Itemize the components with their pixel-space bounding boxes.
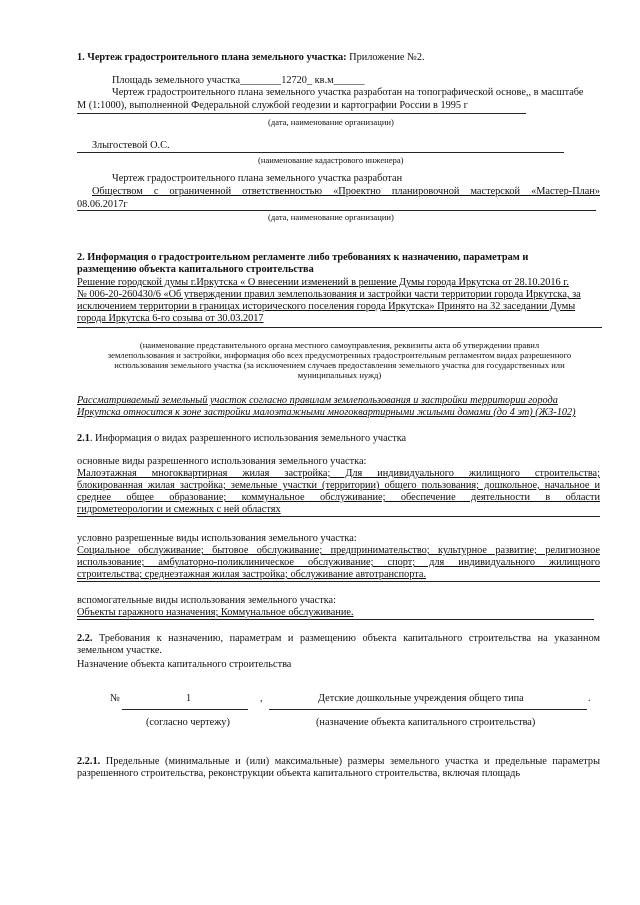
engineer-underline (77, 152, 564, 153)
decision-underline (77, 327, 602, 328)
conditional-uses-title: условно разрешенные виды использования земельного участка: (77, 533, 357, 544)
section-2-1-number: 2.1 (77, 433, 90, 444)
auxiliary-uses-underline (77, 619, 594, 620)
main-uses-underline (77, 516, 600, 517)
caption-drawing: (согласно чертежу) (146, 717, 230, 728)
main-uses-title: основные виды разрешенного использования земельного участка: (77, 456, 367, 467)
decision-line: Решение городской думы г.Иркутска « О внесении изменений в решение Думы города Иркутска от 28.10.2016 г. (77, 277, 569, 288)
section-2-heading-line-2: размещению объекта капитального строительства (77, 264, 314, 275)
main-use-line: блокированная жилая застройка; земельные участки (территории) общего пользования; дошкольное, начальное и (77, 480, 600, 491)
zone-line: Рассматриваемый земельный участок согласно правилам землепользования и застройки территории города (77, 395, 558, 406)
developer-underline (77, 210, 596, 211)
comma: , (260, 693, 263, 704)
section-2-2-1-line-2: разрешенного строительства, реконструкции объекта капитального строительства, включая площадь (77, 768, 521, 779)
developed-line: Чертеж градостроительного плана земельного участка разработан (112, 173, 403, 184)
section-2-2-heading (77, 633, 600, 645)
section-2-1-text: . Информация о видах разрешенного использования земельного участка (89, 433, 407, 444)
developer-caption: (дата, наименование организации) (268, 212, 394, 222)
section-1-heading (77, 52, 425, 64)
auxiliary-use-line: Объекты гаражного назначения; Коммунальное обслуживание. (77, 607, 354, 618)
plot-area: Площадь земельного участка________12720_ кв.м______ (112, 75, 365, 86)
developer-org: Обществом с ограниченной ответственностью «Проектно планировочной мастерской «Мастер-План» (92, 186, 600, 197)
section-1-heading-rest: Приложение №2. (346, 52, 425, 63)
engineer-name: Злыгостевой О.С. (92, 140, 170, 151)
object-number-underline (122, 709, 248, 710)
purpose-title: Назначение объекта капитального строительства (77, 659, 292, 670)
caption-line: (наименование представительного органа местного самоуправления, реквизиты акта об утверждении правил (139, 340, 540, 350)
decision-line: исключением территории в границах исторического поселения города Иркутска» Принято на 32 заседании Думы (77, 301, 576, 312)
topo-line-1: Чертеж градостроительного плана земельного участка разработан на топографической основе,, в масштабе (112, 87, 584, 98)
main-use-line: гидрометеорологии и смежных с ней областях (77, 504, 281, 515)
topo-caption: (дата, наименование организации) (268, 117, 394, 127)
conditional-uses-underline (77, 581, 600, 582)
object-number: 1 (186, 693, 192, 704)
topo-line-2: М (1:1000), выполненной Федеральной службой геодезии и картографии России в 1995 г (77, 100, 468, 111)
section-2-2-text: Требования к назначению, параметрам и размещению объекта капитального строительства на указанном (92, 633, 600, 644)
conditional-use-line: строительства; среднеэтажная жилая застройка; обслуживание автотранспорта. (77, 569, 427, 580)
conditional-use-line: Социальное обслуживание; бытовое обслуживание; предпринимательство; культурное развитие; религиозное (77, 545, 600, 556)
conditional-use-line: использование; амбулаторно-поликлиническое обслуживание; спорт; для индивидуального жилищного (77, 557, 600, 568)
section-2-2-heading-line-2: земельном участке. (77, 645, 162, 656)
section-1-heading-bold: 1. Чертеж градостроительного плана земельного участка: (77, 52, 347, 63)
main-use-line: среднее общее образование; коммунальное обслуживание; обеспечение деятельности в области (77, 492, 600, 503)
caption-line: землепользования и застройки, информация обо всех предусмотренных градостроительным регламентом видах разрешенного (107, 350, 572, 360)
section-2-heading-line-1: 2. Информация о градостроительном регламенте либо требованиях к назначению, параметрам и (77, 252, 529, 263)
caption-line: муниципальных нужд) (297, 370, 382, 380)
auxiliary-uses-title: вспомогательные виды использования земельного участка: (77, 595, 336, 606)
decision-line: города Иркутска 6-го созыва от 30.03.2017 (77, 313, 264, 324)
object-purpose: Детские дошкольные учреждения общего типа (318, 693, 524, 704)
number-sign: № (110, 693, 120, 704)
object-purpose-underline (269, 709, 587, 710)
section-2-1-heading (77, 433, 406, 445)
caption-purpose: (назначение объекта капитального строительства) (316, 717, 536, 728)
zone-line: Иркутска относится к зоне застройки малоэтажными многоквартирными жилыми домами (до 4 эт) (ЖЗ-102) (77, 407, 576, 418)
section-2-2-1-number: 2.2.1. (77, 756, 101, 767)
engineer-caption: (наименование кадастрового инженера) (258, 155, 404, 165)
developer-date: 08.06.2017г (77, 199, 128, 210)
section-2-2-1-heading (77, 756, 600, 768)
section-2-2-number: 2.2. (77, 633, 93, 644)
section-2-2-1-text: Предельные (минимальные и (или) максимальные) размеры земельного участка и предельные параметры (100, 756, 600, 767)
main-use-line: Малоэтажная многоквартирная жилая застройка; Для индивидуального жилищного строительства; (77, 468, 600, 479)
decision-line: № 006-20-260430/6 «Об утверждении правил землепользования и застройки части территории города Иркутска, за (77, 289, 581, 300)
topo-underline (77, 113, 526, 114)
period: . (588, 693, 591, 704)
caption-line: использования земельного участка (за исключением случаев предоставления земельного участка для государственных или (114, 360, 565, 370)
